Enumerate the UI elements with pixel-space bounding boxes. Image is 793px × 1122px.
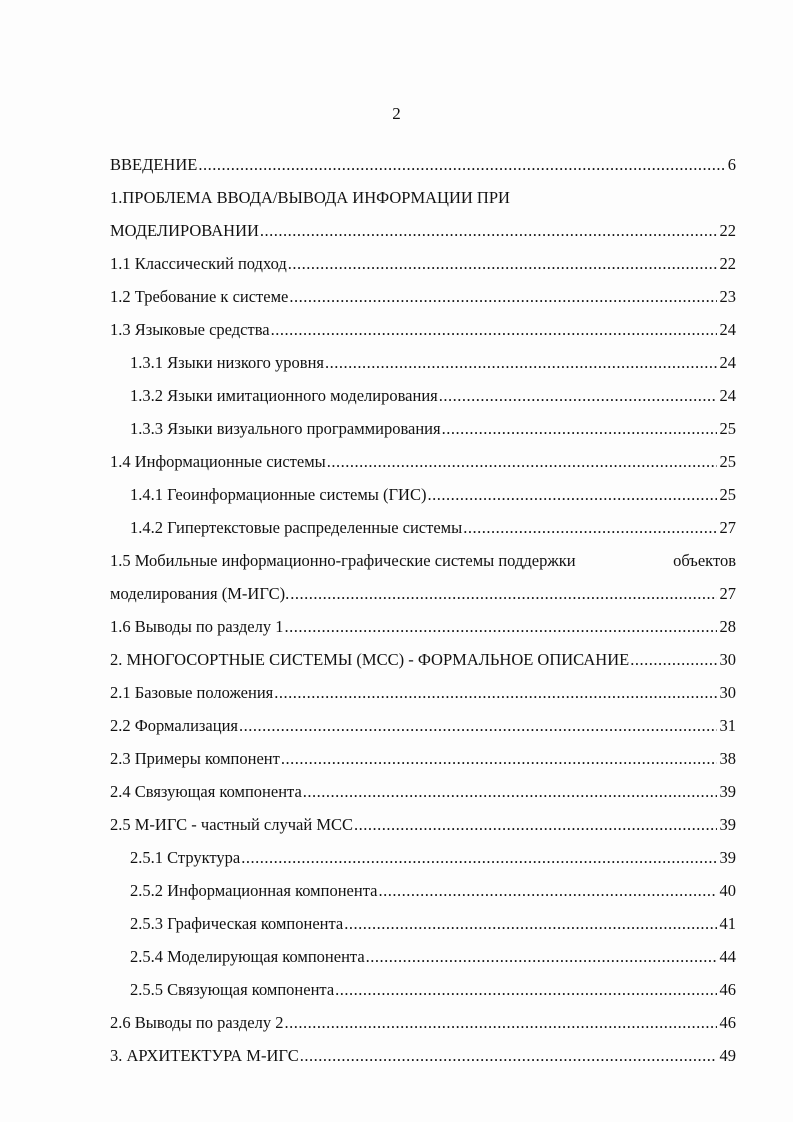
toc-entry-title: 1.4.1 Геоинформационные системы (ГИС): [130, 485, 427, 504]
dot-leader: [327, 445, 717, 478]
toc-entry-title: 2.5.5 Связующая компонента: [130, 980, 335, 999]
toc-entry-title: 2.5.1 Структура: [130, 848, 241, 867]
dot-leader: [354, 808, 717, 841]
dot-leader: [300, 1039, 717, 1072]
dot-leader: [288, 247, 717, 280]
table-of-contents: [110, 148, 736, 1072]
dot-leader: [281, 742, 717, 775]
dot-leader: [260, 214, 717, 247]
toc-entry-title: 1.1 Классический подход: [110, 254, 287, 273]
toc-entry-page: 23: [719, 287, 736, 306]
dot-leader: [344, 907, 716, 940]
dot-leader: [439, 379, 717, 412]
toc-entry-title: 1.4 Информационные системы: [110, 452, 326, 471]
toc-entry-page: 44: [719, 947, 736, 966]
toc-entry: [110, 775, 736, 808]
toc-entry-page: 28: [719, 617, 736, 636]
toc-entry-page: 22: [719, 254, 736, 273]
toc-entry-title: 2.1 Базовые положения: [110, 683, 274, 702]
toc-entry: [110, 280, 736, 313]
dot-leader: [366, 940, 717, 973]
toc-entry-title-part: 1.5 Мобильные информационно-графические системы поддержки: [110, 551, 576, 570]
toc-entry-title: 2.5.2 Информационная компонента: [130, 881, 378, 900]
toc-entry-title: 2.5.3 Графическая компонента: [130, 914, 344, 933]
toc-entry-title: 2.4 Связующая компонента: [110, 782, 302, 801]
dot-leader: [303, 775, 717, 808]
dot-leader: [284, 610, 716, 643]
toc-entry-title: ВВЕДЕНИЕ: [110, 155, 198, 174]
toc-entry-title: 1.3.3 Языки визуального программирования: [130, 419, 441, 438]
dot-leader: [198, 148, 724, 181]
toc-entry-page: 24: [719, 386, 736, 405]
toc-entry-page: 49: [719, 1046, 736, 1065]
toc-entry: [110, 643, 736, 676]
toc-entry-page: 6: [727, 155, 736, 174]
dot-leader: [284, 1006, 716, 1039]
dot-leader: [290, 577, 716, 610]
toc-entry-title: 2.5 М-ИГС - частный случай МСС: [110, 815, 353, 834]
dot-leader: [378, 874, 716, 907]
toc-entry: [110, 412, 736, 445]
toc-entry: [110, 478, 736, 511]
toc-entry: [110, 1039, 736, 1072]
toc-entry-page: 46: [719, 980, 736, 999]
toc-entry-page: 25: [719, 485, 736, 504]
toc-entry-page: 24: [719, 320, 736, 339]
toc-entry-page: 41: [719, 914, 736, 933]
dot-leader: [427, 478, 716, 511]
toc-entry-title: МОДЕЛИРОВАНИИ: [110, 221, 259, 240]
toc-entry-title: 2.2 Формализация: [110, 716, 238, 735]
toc-entry-page: 39: [719, 782, 736, 801]
toc-entry-title: 1.ПРОБЛЕМА ВВОДА/ВЫВОДА ИНФОРМАЦИИ ПРИ: [110, 188, 510, 207]
toc-entry-page: 30: [719, 683, 736, 702]
toc-entry-title: 1.2 Требование к системе: [110, 287, 289, 306]
toc-entry-title: моделирования (М-ИГС).: [110, 584, 290, 603]
toc-entry-title: 1.6 Выводы по разделу 1: [110, 617, 284, 636]
dot-leader: [630, 643, 716, 676]
dot-leader: [271, 313, 717, 346]
toc-entry: [110, 511, 736, 544]
dot-leader: [442, 412, 717, 445]
page-number: 2: [392, 104, 401, 123]
toc-entry-page: 39: [719, 815, 736, 834]
toc-entry-title: 3. АРХИТЕКТУРА М-ИГС: [110, 1046, 299, 1065]
toc-entry: [110, 610, 736, 643]
toc-entry: [110, 742, 736, 775]
dot-leader: [274, 676, 716, 709]
toc-entry: [110, 313, 736, 346]
dot-leader: [463, 511, 716, 544]
toc-entry: [110, 1006, 736, 1039]
toc-entry-page: 25: [719, 452, 736, 471]
toc-entry-title-part: объектов: [673, 551, 736, 570]
toc-entry-page: 31: [719, 716, 736, 735]
toc-entry: [110, 214, 736, 247]
toc-entry-page: 27: [719, 518, 736, 537]
toc-entry-page: 39: [719, 848, 736, 867]
toc-entry-page: 25: [719, 419, 736, 438]
toc-entry-page: 27: [719, 584, 736, 603]
toc-entry-title: 2. МНОГОСОРТНЫЕ СИСТЕМЫ (МСС) - ФОРМАЛЬНОЕ ОПИСАНИЕ: [110, 650, 630, 669]
dot-leader: [335, 973, 716, 1006]
dot-leader: [325, 346, 716, 379]
toc-entry: [110, 148, 736, 181]
toc-entry: [110, 181, 736, 214]
toc-entry: [110, 544, 736, 577]
toc-entry: [110, 940, 736, 973]
toc-entry-title: 1.3.2 Языки имитационного моделирования: [130, 386, 438, 405]
dot-leader: [241, 841, 716, 874]
toc-entry-title: 1.3 Языковые средства: [110, 320, 270, 339]
toc-entry-title: 1.4.2 Гипертекстовые распределенные системы: [130, 518, 463, 537]
dot-leader: [239, 709, 717, 742]
toc-entry: [110, 841, 736, 874]
toc-entry-page: 46: [719, 1013, 736, 1032]
toc-entry-title: [110, 544, 736, 577]
toc-entry: [110, 577, 736, 610]
toc-entry: [110, 709, 736, 742]
toc-entry-title: 1.3.1 Языки низкого уровня: [130, 353, 325, 372]
dot-leader: [289, 280, 716, 313]
toc-entry: [110, 907, 736, 940]
toc-entry-page: 24: [719, 353, 736, 372]
toc-entry-page: 38: [719, 749, 736, 768]
toc-entry-page: 22: [719, 221, 736, 240]
toc-entry-page: 30: [719, 650, 736, 669]
toc-entry-title: 2.3 Примеры компонент: [110, 749, 280, 768]
toc-entry-title: 2.5.4 Моделирующая компонента: [130, 947, 365, 966]
toc-entry: [110, 973, 736, 1006]
toc-entry: [110, 676, 736, 709]
toc-entry: [110, 445, 736, 478]
toc-entry-title: 2.6 Выводы по разделу 2: [110, 1013, 284, 1032]
toc-entry: [110, 874, 736, 907]
toc-entry: [110, 346, 736, 379]
toc-entry: [110, 808, 736, 841]
toc-entry: [110, 379, 736, 412]
toc-entry-page: 40: [719, 881, 736, 900]
toc-entry: [110, 247, 736, 280]
